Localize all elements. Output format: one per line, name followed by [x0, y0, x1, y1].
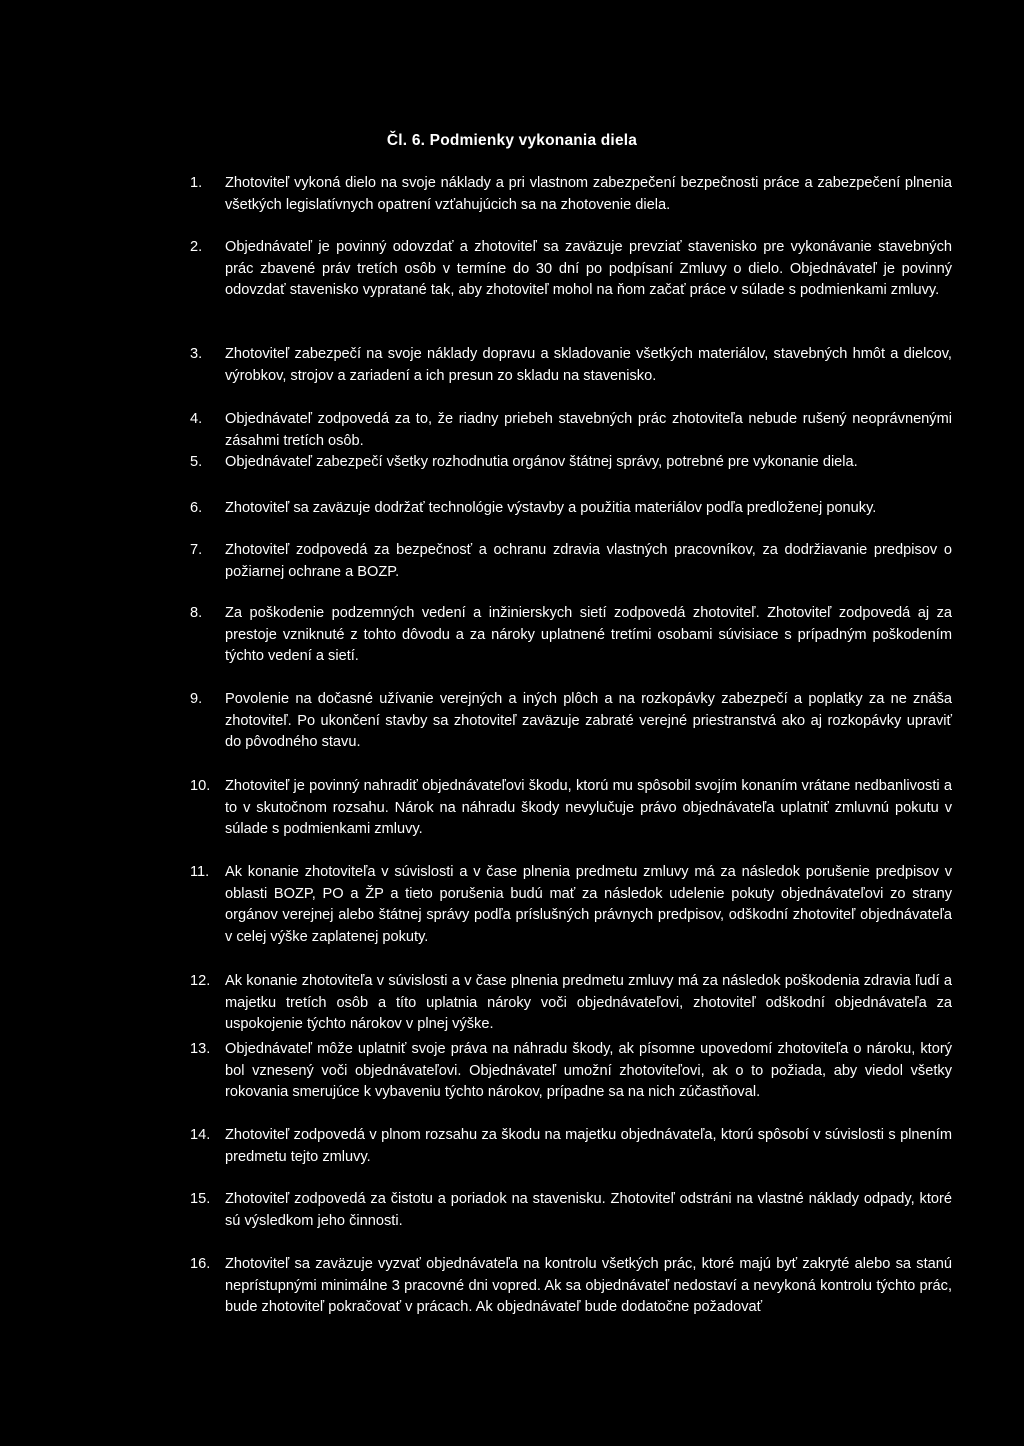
clause-number: 4. [190, 411, 203, 427]
clause-number: 10. [190, 778, 211, 794]
clause-item [190, 1125, 952, 1168]
clause-item [190, 971, 952, 1036]
clause-text: Ak konanie zhotoviteľa v súvislosti a v čase plnenia predmetu zmluvy má za následok porušenie predpisov v oblasti BOZP, PO a ŽP a tieto porušenia budú mať za následok udelenie pokuty objednávateľovi zo strany orgánov verejnej alebo štátnej správy podľa príslušných právnych predpisov, odškodní zhotoviteľ objednávateľa v celej výške zaplatenej pokuty. [225, 864, 952, 945]
clause-text: Zhotoviteľ zodpovedá v plnom rozsahu za škodu na majetku objednávateľa, ktorú spôsobí v súvislosti s plnením predmetu tejto zmluvy. [225, 1127, 952, 1165]
clause-text: Objednávateľ zabezpečí všetky rozhodnutia orgánov štátnej správy, potrebné pre vykonanie diela. [225, 454, 858, 470]
clause-item [190, 1039, 952, 1104]
clause-text: Za poškodenie podzemných vedení a inžinierskych sietí zodpovedá zhotoviteľ. Zhotoviteľ zodpovedá aj za prestoje vzniknuté z tohto dôvodu a za nároky uplatnené tretími osobami súvisiace s prípadným poškodením týchto vedení a sietí. [225, 605, 952, 664]
clause-number: 12. [190, 973, 211, 989]
clause-text: Objednávateľ môže uplatniť svoje práva na náhradu škody, ak písomne upovedomí zhotoviteľa o nároku, ktorý bol vznesený voči objednávateľovi. Objednávateľ umožní zhotoviteľovi, ak o to požiada, aby viedol všetky rokovania smerujúce k vybaveniu týchto nárokov, prípadne sa na nich zúčastňoval. [225, 1041, 952, 1100]
clause-text: Zhotoviteľ zodpovedá za bezpečnosť a ochranu zdravia vlastných pracovníkov, za dodržiavanie predpisov o požiarnej ochrane a BOZP. [225, 542, 952, 580]
clause-text: Zhotoviteľ zodpovedá za čistotu a poriadok na stavenisku. Zhotoviteľ odstráni na vlastné náklady odpady, ktoré sú výsledkom jeho činnosti. [225, 1191, 952, 1229]
clause-number: 14. [190, 1127, 211, 1143]
clause-item [190, 409, 952, 452]
clause-number: 9. [190, 691, 203, 707]
clause-text: Objednávateľ je povinný odovzdať a zhotoviteľ sa zaväzuje prevziať stavenisko pre vykonávanie stavebných prác zbavené práv tretích osôb v termíne do 30 dní po podpísaní Zmluvy o dielo. Objednávateľ je povinný odovzdať stavenisko vypratané tak, aby zhotoviteľ mohol na ňom začať práce v súlade s podmienkami zmluvy. [225, 239, 952, 298]
clause-text: Zhotoviteľ sa zaväzuje dodržať technológie výstavby a použitia materiálov podľa predloženej ponuky. [225, 500, 877, 516]
clause-number: 5. [190, 454, 203, 470]
clause-text: Zhotoviteľ je povinný nahradiť objednávateľovi škodu, ktorú mu spôsobil svojím konaním vrátane nedbanlivosti a to v skutočnom rozsahu. Nárok na náhradu škody nevylučuje právo objednávateľa uplatniť zmluvnú pokutu v súlade s podmienkami zmluvy. [225, 778, 952, 837]
clause-number: 3. [190, 346, 203, 362]
clause-item [190, 498, 952, 520]
article-heading: Čl. 6. Podmienky vykonania diela [386, 132, 638, 149]
clause-number: 6. [190, 500, 203, 516]
clause-number: 2. [190, 239, 203, 255]
clause-number: 13. [190, 1041, 211, 1057]
clause-text: Zhotoviteľ zabezpečí na svoje náklady dopravu a skladovanie všetkých materiálov, stavebných hmôt a dielcov, výrobkov, strojov a zariadení a ich presun zo skladu na stavenisko. [225, 346, 952, 384]
clause-item [190, 776, 952, 841]
clause-text: Povolenie na dočasné užívanie verejných a iných plôch a na rozkopávky zabezpečí a poplatky za ne znáša zhotoviteľ. Po ukončení stavby sa zhotoviteľ zaväzuje zabraté verejné priestranstvá ako aj rozkopávky upraviť do pôvodného stavu. [225, 691, 952, 750]
clause-item [190, 540, 952, 583]
clause-item [190, 862, 952, 948]
clause-item [190, 452, 952, 474]
clause-number: 16. [190, 1256, 211, 1272]
clause-number: 7. [190, 542, 203, 558]
clause-text: Zhotoviteľ sa zaväzuje vyzvať objednávateľa na kontrolu všetkých prác, ktoré majú byť zakryté alebo sa stanú neprístupnými minimálne 3 pracovné dni vopred. Ak sa objednávateľ nedostaví a nevykoná kontrolu týchto prác, bude zhotoviteľ pokračovať v prácach. Ak objednávateľ bude dodatočne požadovať [225, 1256, 952, 1315]
clause-text: Objednávateľ zodpovedá za to, že riadny priebeh stavebných prác zhotoviteľa nebude rušený neoprávnenými zásahmi tretích osôb. [225, 411, 952, 449]
clause-item [190, 1254, 952, 1319]
clause-item [190, 603, 952, 668]
clause-item [190, 344, 952, 387]
clause-number: 1. [190, 175, 203, 191]
clause-text: Zhotoviteľ vykoná dielo na svoje náklady a pri vlastnom zabezpečení bezpečnosti práce a zabezpečení plnenia všetkých legislatívnych opatrení vzťahujúcich sa na zhotovenie diela. [225, 175, 952, 213]
clause-number: 8. [190, 605, 203, 621]
clause-text: Ak konanie zhotoviteľa v súvislosti a v čase plnenia predmetu zmluvy má za následok poškodenia zdravia ľudí a majetku tretích osôb a títo uplatnia nároky voči objednávateľovi, zhotoviteľ odškodní objednávateľa za uspokojenie týchto nárokov v plnej výške. [225, 973, 952, 1032]
clause-item [190, 173, 952, 216]
clause-item [190, 237, 952, 302]
clause-number: 11. [190, 864, 210, 880]
clause-item [190, 1189, 952, 1232]
clause-number: 15. [190, 1191, 211, 1207]
clause-item [190, 689, 952, 754]
